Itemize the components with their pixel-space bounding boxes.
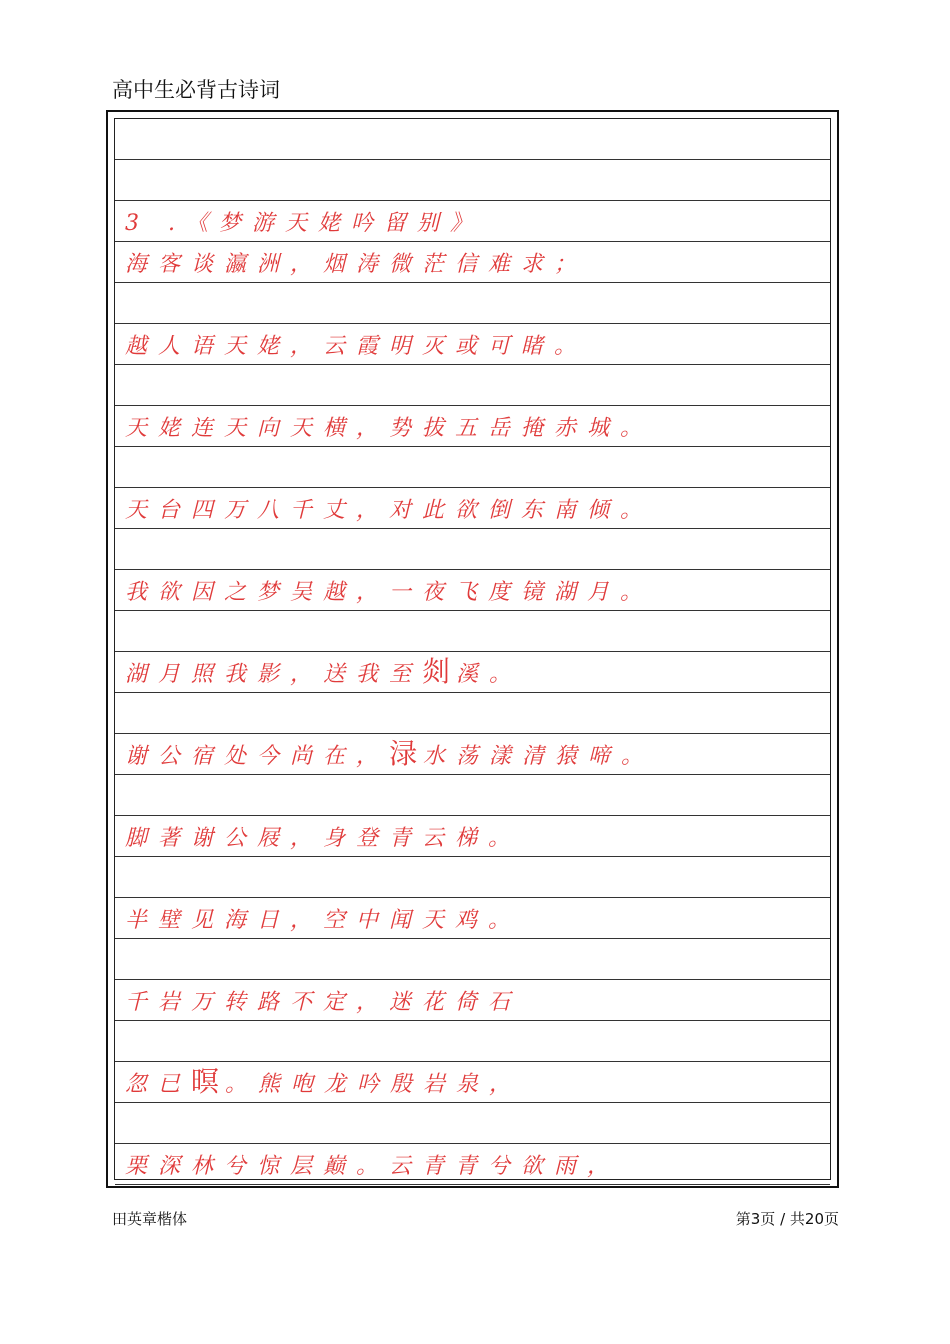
ruled-row (115, 570, 830, 611)
poem-text: 3 .《梦游天姥吟留别》 (125, 211, 483, 236)
ruled-row (115, 447, 830, 488)
ruled-row (115, 324, 830, 365)
poem-text: 湖月照我影，送我至 (125, 662, 423, 687)
poem-text: 天台四万八千丈，对此欲倒东南倾。 (125, 498, 654, 523)
ruled-lines (115, 119, 830, 1185)
poem-text: 海客谈瀛洲，烟涛微茫信难求； (125, 252, 588, 277)
footer-page-info: 第3页 / 共20页 (735, 1210, 839, 1228)
poem-text: 天姥连天向天横，势拔五岳掩赤城。 (125, 416, 654, 441)
ruled-row (115, 406, 830, 447)
poem-line (125, 500, 653, 522)
copybook-grid (114, 118, 831, 1180)
ruled-row (115, 242, 830, 283)
ruled-row (115, 1103, 830, 1144)
poem-text: 脚著谢公屐，身登青云梯。 (125, 826, 522, 851)
poem-text: 越人语天姥，云霞明灭或可睹。 (125, 334, 588, 359)
poem-line (125, 418, 653, 440)
ruled-row (115, 611, 830, 652)
ruled-row (115, 816, 830, 857)
ruled-row (115, 775, 830, 816)
poem-line (125, 213, 483, 235)
emphasized-character: 暝 (191, 1065, 226, 1098)
poem-line (125, 828, 521, 850)
ruled-row (115, 119, 830, 160)
poem-line (125, 1065, 523, 1098)
page-title: 高中生必背古诗词 (112, 78, 280, 102)
copybook-outer-frame (106, 110, 839, 1188)
poem-text: 半壁见海日，空中闻天鸡。 (125, 908, 522, 933)
ruled-row (115, 693, 830, 734)
ruled-row (115, 652, 830, 693)
poem-line (125, 1156, 620, 1178)
ruled-row (115, 857, 830, 898)
poem-text: 千岩万转路不定，迷花倚石 (125, 990, 522, 1015)
poem-line (125, 655, 523, 688)
emphasized-character: 剡 (422, 655, 457, 688)
footer-font-name: 田英章楷体 (112, 1210, 188, 1228)
poem-line (125, 992, 521, 1014)
ruled-row (115, 283, 830, 324)
poem-text: 溪。 (456, 662, 523, 687)
poem-text: 栗深林兮惊层巅。云青青兮欲雨， (125, 1154, 621, 1179)
ruled-row (115, 529, 830, 570)
poem-text: 。熊咆龙吟殷岩泉， (225, 1072, 523, 1097)
ruled-row (115, 939, 830, 980)
ruled-row (115, 898, 830, 939)
ruled-row (115, 160, 830, 201)
poem-line (125, 582, 653, 604)
poem-line (125, 737, 655, 770)
poem-line (125, 336, 587, 358)
emphasized-character: 渌 (389, 737, 424, 770)
ruled-row (115, 488, 830, 529)
poem-text: 水荡漾清猿啼。 (423, 744, 655, 769)
ruled-row (115, 980, 830, 1021)
poem-text: 忽已 (125, 1072, 192, 1097)
ruled-row (115, 201, 830, 242)
ruled-row (115, 1144, 830, 1185)
ruled-row (115, 734, 830, 775)
poem-text: 谢公宿处今尚在， (125, 744, 390, 769)
ruled-row (115, 1021, 830, 1062)
poem-line (125, 254, 587, 276)
poem-text: 我欲因之梦吴越，一夜飞度镜湖月。 (125, 580, 654, 605)
poem-line (125, 910, 521, 932)
ruled-row (115, 365, 830, 406)
ruled-row (115, 1062, 830, 1103)
